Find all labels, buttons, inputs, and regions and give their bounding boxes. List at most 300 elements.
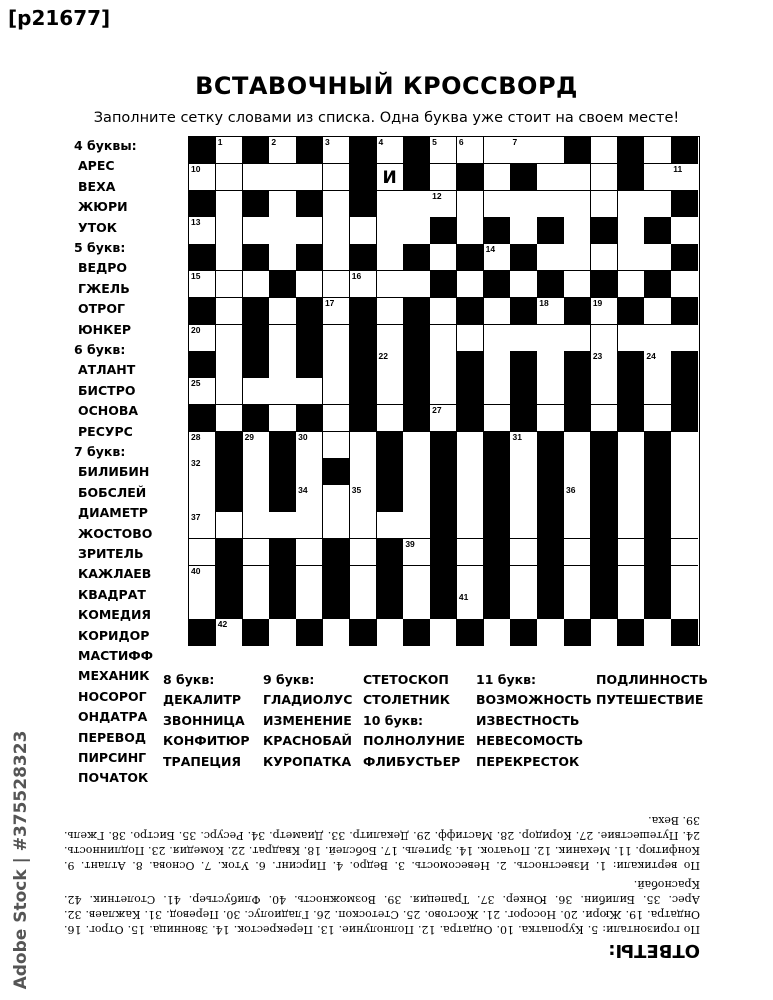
clue-number: 22 — [378, 351, 388, 362]
clue-number: 19 — [592, 297, 603, 308]
grid-cell[interactable] — [457, 217, 484, 244]
grid-block-cell — [510, 351, 537, 378]
grid-cell[interactable] — [644, 405, 671, 432]
grid-cell[interactable] — [350, 271, 377, 298]
grid-cell[interactable] — [403, 512, 430, 539]
grid-cell[interactable] — [564, 512, 591, 539]
grid-cell[interactable] — [644, 191, 671, 218]
grid-cell[interactable] — [243, 592, 270, 619]
clue-number: 16 — [351, 270, 362, 281]
grid-cell[interactable] — [484, 405, 511, 432]
grid-block-cell — [403, 298, 430, 325]
grid-cell[interactable] — [323, 271, 350, 298]
word-list-item: КВАДРАТ — [78, 586, 146, 602]
grid-cell[interactable] — [618, 217, 645, 244]
grid-cell[interactable] — [216, 298, 243, 325]
grid-cell[interactable] — [564, 592, 591, 619]
grid-cell[interactable] — [564, 566, 591, 593]
grid-cell[interactable] — [457, 325, 484, 352]
grid-cell[interactable] — [216, 137, 243, 164]
grid-cell[interactable] — [457, 512, 484, 539]
grid-block-cell — [269, 458, 296, 485]
word-list-item: БОБСЛЕЙ — [78, 484, 147, 500]
word-list-item: СТЕТОСКОП — [363, 672, 449, 687]
grid-cell[interactable] — [537, 351, 564, 378]
grid-block-cell — [377, 566, 404, 593]
grid-cell[interactable] — [296, 458, 323, 485]
grid-cell[interactable] — [243, 271, 270, 298]
grid-cell[interactable] — [323, 485, 350, 512]
grid-block-cell — [350, 619, 377, 646]
grid-cell[interactable] — [189, 485, 216, 512]
grid-cell[interactable] — [403, 539, 430, 566]
clue-number: 10 — [191, 163, 201, 174]
grid-cell[interactable] — [430, 325, 457, 352]
grid-cell[interactable] — [671, 325, 698, 352]
grid-block-cell — [323, 592, 350, 619]
grid-cell[interactable] — [350, 592, 377, 619]
grid-cell[interactable] — [269, 512, 296, 539]
grid-cell[interactable] — [189, 512, 216, 539]
grid-cell[interactable] — [510, 512, 537, 539]
grid-block-cell — [189, 137, 216, 164]
word-list-item: ВЕХА — [78, 178, 116, 194]
grid-cell[interactable] — [457, 458, 484, 485]
grid-cell[interactable] — [323, 217, 350, 244]
grid-cell[interactable] — [457, 432, 484, 459]
grid-cell[interactable] — [644, 325, 671, 352]
grid-cell[interactable] — [537, 619, 564, 646]
grid-cell[interactable] — [216, 512, 243, 539]
word-list-item: ЖЮРИ — [78, 199, 128, 215]
grid-cell[interactable] — [591, 191, 618, 218]
grid-cell[interactable] — [644, 137, 671, 164]
grid-cell[interactable] — [564, 164, 591, 191]
grid-cell[interactable] — [189, 325, 216, 352]
grid-cell[interactable] — [189, 566, 216, 593]
grid-cell[interactable] — [484, 298, 511, 325]
grid-cell[interactable] — [377, 137, 404, 164]
grid-cell[interactable] — [564, 217, 591, 244]
grid-cell[interactable] — [537, 405, 564, 432]
word-list-item: НЕВЕСОМОСТЬ — [476, 733, 584, 749]
grid-cell[interactable] — [644, 619, 671, 646]
grid-cell[interactable] — [430, 619, 457, 646]
grid-block-cell — [671, 351, 698, 378]
grid-cell[interactable] — [323, 164, 350, 191]
grid-cell[interactable] — [216, 244, 243, 271]
grid-cell[interactable] — [296, 217, 323, 244]
grid-block-cell — [510, 244, 537, 271]
grid-cell[interactable] — [430, 244, 457, 271]
grid-cell[interactable] — [216, 405, 243, 432]
grid-cell[interactable] — [323, 512, 350, 539]
grid-cell[interactable] — [216, 378, 243, 405]
grid-block-cell — [296, 619, 323, 646]
grid-cell[interactable] — [618, 271, 645, 298]
grid-cell[interactable] — [323, 325, 350, 352]
grid-cell[interactable] — [377, 619, 404, 646]
grid-block-cell — [537, 271, 564, 298]
grid-cell[interactable] — [403, 191, 430, 218]
grid-cell[interactable] — [618, 539, 645, 566]
grid-cell[interactable] — [296, 592, 323, 619]
grid-cell[interactable] — [296, 485, 323, 512]
grid-cell[interactable] — [644, 244, 671, 271]
grid-block-cell — [484, 566, 511, 593]
grid-cell[interactable] — [564, 191, 591, 218]
grid-cell[interactable] — [671, 217, 698, 244]
grid-block-cell — [484, 485, 511, 512]
grid-cell[interactable] — [457, 592, 484, 619]
grid-cell[interactable] — [671, 458, 698, 485]
instructions: Заполните сетку словами из списка. Одна буква уже стоит на своем месте! — [93, 110, 680, 126]
grid-cell[interactable] — [510, 432, 537, 459]
word-list-item: ВЕДРО — [78, 260, 127, 276]
crossword-grid — [188, 136, 700, 646]
grid-cell[interactable] — [510, 458, 537, 485]
grid-cell[interactable] — [323, 378, 350, 405]
grid-block-cell — [618, 164, 645, 191]
grid-cell[interactable] — [430, 137, 457, 164]
grid-cell[interactable] — [377, 217, 404, 244]
grid-cell[interactable] — [484, 325, 511, 352]
grid-block-cell — [618, 137, 645, 164]
grid-cell[interactable] — [671, 566, 698, 593]
grid-cell[interactable] — [216, 271, 243, 298]
clue-number: 32 — [191, 458, 201, 469]
grid-cell[interactable] — [564, 271, 591, 298]
grid-cell[interactable] — [457, 137, 484, 164]
grid-block-cell — [189, 405, 216, 432]
grid-cell[interactable] — [430, 378, 457, 405]
word-length-heading: 5 букв: — [74, 240, 126, 255]
grid-block-cell — [189, 351, 216, 378]
grid-cell[interactable] — [243, 458, 270, 485]
grid-cell[interactable] — [618, 244, 645, 271]
grid-cell[interactable] — [644, 164, 671, 191]
grid-cell[interactable] — [243, 378, 270, 405]
grid-cell[interactable] — [537, 325, 564, 352]
grid-cell[interactable] — [537, 164, 564, 191]
grid-cell[interactable] — [537, 244, 564, 271]
answers-title: ОТВЕТЫ: — [608, 940, 700, 961]
grid-cell[interactable] — [323, 191, 350, 218]
grid-cell[interactable] — [350, 217, 377, 244]
grid-cell[interactable] — [296, 378, 323, 405]
grid-cell[interactable] — [671, 271, 698, 298]
grid-block-cell — [537, 566, 564, 593]
grid-cell[interactable] — [350, 512, 377, 539]
grid-cell[interactable] — [644, 378, 671, 405]
grid-cell[interactable] — [296, 432, 323, 459]
clue-number: 41 — [458, 592, 469, 603]
grid-cell[interactable] — [591, 137, 618, 164]
grid-cell[interactable] — [216, 164, 243, 191]
grid-cell[interactable] — [618, 325, 645, 352]
grid-cell[interactable] — [269, 325, 296, 352]
grid-block-cell — [510, 164, 537, 191]
grid-cell[interactable] — [269, 217, 296, 244]
word-list-item: КОМЕДИЯ — [78, 607, 152, 623]
grid-block-cell — [484, 458, 511, 485]
grid-cell[interactable] — [457, 271, 484, 298]
grid-cell[interactable] — [403, 271, 430, 298]
grid-block-cell — [591, 485, 618, 512]
grid-block-cell — [564, 137, 591, 164]
grid-cell[interactable] — [671, 485, 698, 512]
grid-cell[interactable] — [269, 191, 296, 218]
grid-cell[interactable] — [296, 271, 323, 298]
grid-cell[interactable] — [537, 137, 564, 164]
grid-cell[interactable] — [510, 325, 537, 352]
grid-cell[interactable] — [457, 539, 484, 566]
grid-cell[interactable] — [484, 244, 511, 271]
grid-cell[interactable] — [323, 244, 350, 271]
grid-cell[interactable] — [618, 512, 645, 539]
grid-block-cell — [644, 566, 671, 593]
grid-cell[interactable] — [243, 485, 270, 512]
grid-cell[interactable] — [403, 592, 430, 619]
grid-cell[interactable] — [591, 351, 618, 378]
grid-block-cell — [644, 432, 671, 459]
grid-cell[interactable] — [377, 298, 404, 325]
grid-cell[interactable] — [618, 566, 645, 593]
grid-cell[interactable] — [564, 432, 591, 459]
grid-cell[interactable] — [591, 164, 618, 191]
grid-block-cell — [457, 405, 484, 432]
grid-cell[interactable] — [189, 378, 216, 405]
grid-cell[interactable] — [350, 485, 377, 512]
clue-number: 23 — [592, 351, 603, 362]
grid-cell[interactable] — [430, 298, 457, 325]
grid-cell[interactable] — [377, 325, 404, 352]
grid-cell[interactable] — [457, 485, 484, 512]
grid-cell[interactable] — [377, 244, 404, 271]
word-list-item: ПЕРЕВОД — [78, 729, 146, 745]
grid-cell[interactable] — [564, 325, 591, 352]
grid-cell[interactable] — [484, 164, 511, 191]
grid-cell[interactable] — [269, 405, 296, 432]
grid-block-cell — [484, 539, 511, 566]
clue-number: 14 — [485, 244, 496, 255]
grid-cell[interactable] — [671, 592, 698, 619]
grid-cell[interactable] — [189, 432, 216, 459]
grid-cell[interactable] — [430, 351, 457, 378]
grid-cell[interactable] — [350, 432, 377, 459]
grid-cell[interactable] — [350, 539, 377, 566]
grid-cell[interactable] — [403, 458, 430, 485]
grid-cell[interactable] — [430, 191, 457, 218]
grid-block-cell — [484, 217, 511, 244]
grid-cell[interactable] — [671, 432, 698, 459]
grid-block-cell — [484, 512, 511, 539]
grid-cell[interactable] — [269, 298, 296, 325]
grid-block-cell — [644, 512, 671, 539]
grid-cell[interactable] — [510, 566, 537, 593]
grid-cell[interactable] — [484, 351, 511, 378]
grid-cell[interactable] — [484, 619, 511, 646]
grid-cell[interactable] — [243, 217, 270, 244]
grid-cell[interactable] — [377, 378, 404, 405]
grid-cell[interactable] — [591, 405, 618, 432]
word-list-item: ТРАПЕЦИЯ — [163, 753, 242, 769]
grid-cell[interactable] — [296, 512, 323, 539]
grid-block-cell — [671, 191, 698, 218]
word-list-item: МЕХАНИК — [78, 668, 150, 684]
grid-cell[interactable] — [296, 566, 323, 593]
grid-block-cell — [671, 405, 698, 432]
grid-block-cell — [671, 378, 698, 405]
grid-cell[interactable] — [510, 137, 537, 164]
grid-cell[interactable] — [591, 378, 618, 405]
grid-cell[interactable] — [216, 619, 243, 646]
grid-cell[interactable] — [618, 485, 645, 512]
grid-block-cell — [564, 298, 591, 325]
grid-cell[interactable] — [564, 458, 591, 485]
grid-block-cell — [269, 485, 296, 512]
grid-block-cell — [323, 566, 350, 593]
grid-cell[interactable] — [216, 191, 243, 218]
grid-cell[interactable] — [377, 271, 404, 298]
grid-cell[interactable] — [269, 137, 296, 164]
grid-block-cell — [671, 298, 698, 325]
grid-cell[interactable] — [323, 432, 350, 459]
grid-cell[interactable] — [243, 164, 270, 191]
grid-cell[interactable] — [484, 378, 511, 405]
grid-cell[interactable] — [403, 566, 430, 593]
answers-across: По горизонтали: 5. Куропатка. 10. Ондатра. 12. Полнолуние. 13. Перекресток. 14. Звонница. 15. Отрог. 16. Ондатра. 19. Жюри. 20. Носорог. 21. Жостово. 25. Стетоскоп. 26. Гладиолус. 30. Перевод. 31. Кажлаев. 32. Арес. 35. Билибин. 36. Юнкер. 37. Трапеция. 39. Возможность. 40. Флибустьер. 41. Столетник. 42. Краснобай. — [64, 878, 700, 936]
grid-cell[interactable] — [296, 164, 323, 191]
word-list-item: ПОЛНОЛУНИЕ — [363, 733, 466, 749]
grid-cell[interactable] — [216, 217, 243, 244]
grid-cell[interactable] — [537, 191, 564, 218]
grid-cell[interactable] — [269, 378, 296, 405]
grid-cell[interactable] — [243, 566, 270, 593]
clue-number: 4 — [378, 137, 384, 147]
grid-cell[interactable] — [403, 217, 430, 244]
grid-cell[interactable] — [403, 432, 430, 459]
grid-cell[interactable] — [591, 325, 618, 352]
grid-block-cell — [377, 592, 404, 619]
grid-cell[interactable] — [323, 351, 350, 378]
grid-cell[interactable] — [618, 432, 645, 459]
word-list-item: ПОЧАТОК — [78, 770, 149, 786]
stock-watermark — [4, 730, 38, 990]
grid-cell[interactable] — [591, 619, 618, 646]
grid-cell[interactable] — [671, 512, 698, 539]
grid-cell[interactable] — [377, 405, 404, 432]
grid-cell[interactable] — [510, 539, 537, 566]
clue-number: 18 — [539, 297, 549, 308]
answers-block — [64, 798, 700, 961]
grid-cell[interactable] — [243, 432, 270, 459]
grid-cell[interactable] — [296, 539, 323, 566]
grid-cell[interactable] — [430, 405, 457, 432]
grid-cell[interactable] — [323, 298, 350, 325]
grid-cell[interactable] — [484, 191, 511, 218]
grid-cell[interactable] — [377, 512, 404, 539]
grid-cell[interactable] — [510, 217, 537, 244]
grid-cell[interactable] — [510, 191, 537, 218]
grid-block-cell — [350, 191, 377, 218]
grid-block-cell — [510, 298, 537, 325]
grid-cell[interactable] — [403, 485, 430, 512]
grid-block-cell — [243, 137, 270, 164]
grid-block-cell — [243, 619, 270, 646]
grid-cell[interactable] — [618, 191, 645, 218]
grid-cell[interactable] — [618, 592, 645, 619]
grid-cell[interactable] — [671, 539, 698, 566]
grid-cell[interactable] — [377, 164, 404, 191]
grid-cell[interactable] — [269, 619, 296, 646]
puzzle-id: [p21677] — [8, 6, 111, 30]
grid-cell[interactable] — [189, 164, 216, 191]
clue-number: 35 — [351, 485, 362, 496]
grid-cell[interactable] — [243, 539, 270, 566]
grid-cell[interactable] — [644, 351, 671, 378]
grid-cell[interactable] — [189, 271, 216, 298]
word-length-heading: 8 букв: — [163, 672, 215, 687]
grid-cell[interactable] — [457, 566, 484, 593]
grid-block-cell — [510, 378, 537, 405]
grid-cell[interactable] — [457, 191, 484, 218]
grid-cell[interactable] — [430, 164, 457, 191]
grid-cell[interactable] — [591, 298, 618, 325]
grid-cell[interactable] — [189, 592, 216, 619]
grid-cell[interactable] — [269, 351, 296, 378]
grid-cell[interactable] — [484, 137, 511, 164]
grid-block-cell — [644, 539, 671, 566]
word-list-item: НОСОРОГ — [78, 688, 147, 704]
grid-cell[interactable] — [644, 298, 671, 325]
grid-cell[interactable] — [216, 325, 243, 352]
grid-cell[interactable] — [510, 592, 537, 619]
grid-cell[interactable] — [189, 539, 216, 566]
grid-cell[interactable] — [377, 191, 404, 218]
grid-block-cell — [403, 325, 430, 352]
grid-cell[interactable] — [537, 298, 564, 325]
grid-cell[interactable] — [564, 485, 591, 512]
grid-block-cell — [350, 298, 377, 325]
grid-cell[interactable] — [323, 405, 350, 432]
grid-cell[interactable] — [618, 458, 645, 485]
grid-cell[interactable] — [510, 271, 537, 298]
grid-cell[interactable] — [323, 619, 350, 646]
grid-cell[interactable] — [350, 566, 377, 593]
grid-cell[interactable] — [189, 217, 216, 244]
grid-block-cell — [457, 298, 484, 325]
grid-cell[interactable] — [537, 378, 564, 405]
grid-cell[interactable] — [671, 164, 698, 191]
grid-cell[interactable] — [377, 351, 404, 378]
grid-cell[interactable] — [269, 244, 296, 271]
grid-cell[interactable] — [323, 137, 350, 164]
clue-number: 31 — [512, 431, 522, 442]
clue-number: 7 — [512, 137, 518, 147]
grid-block-cell — [189, 191, 216, 218]
grid-cell[interactable] — [591, 244, 618, 271]
grid-cell[interactable] — [189, 458, 216, 485]
grid-cell[interactable] — [350, 458, 377, 485]
grid-cell[interactable] — [243, 512, 270, 539]
grid-block-cell — [564, 378, 591, 405]
grid-cell[interactable] — [510, 485, 537, 512]
grid-cell[interactable] — [216, 351, 243, 378]
grid-cell[interactable] — [564, 244, 591, 271]
grid-cell[interactable] — [269, 164, 296, 191]
grid-cell[interactable] — [564, 539, 591, 566]
